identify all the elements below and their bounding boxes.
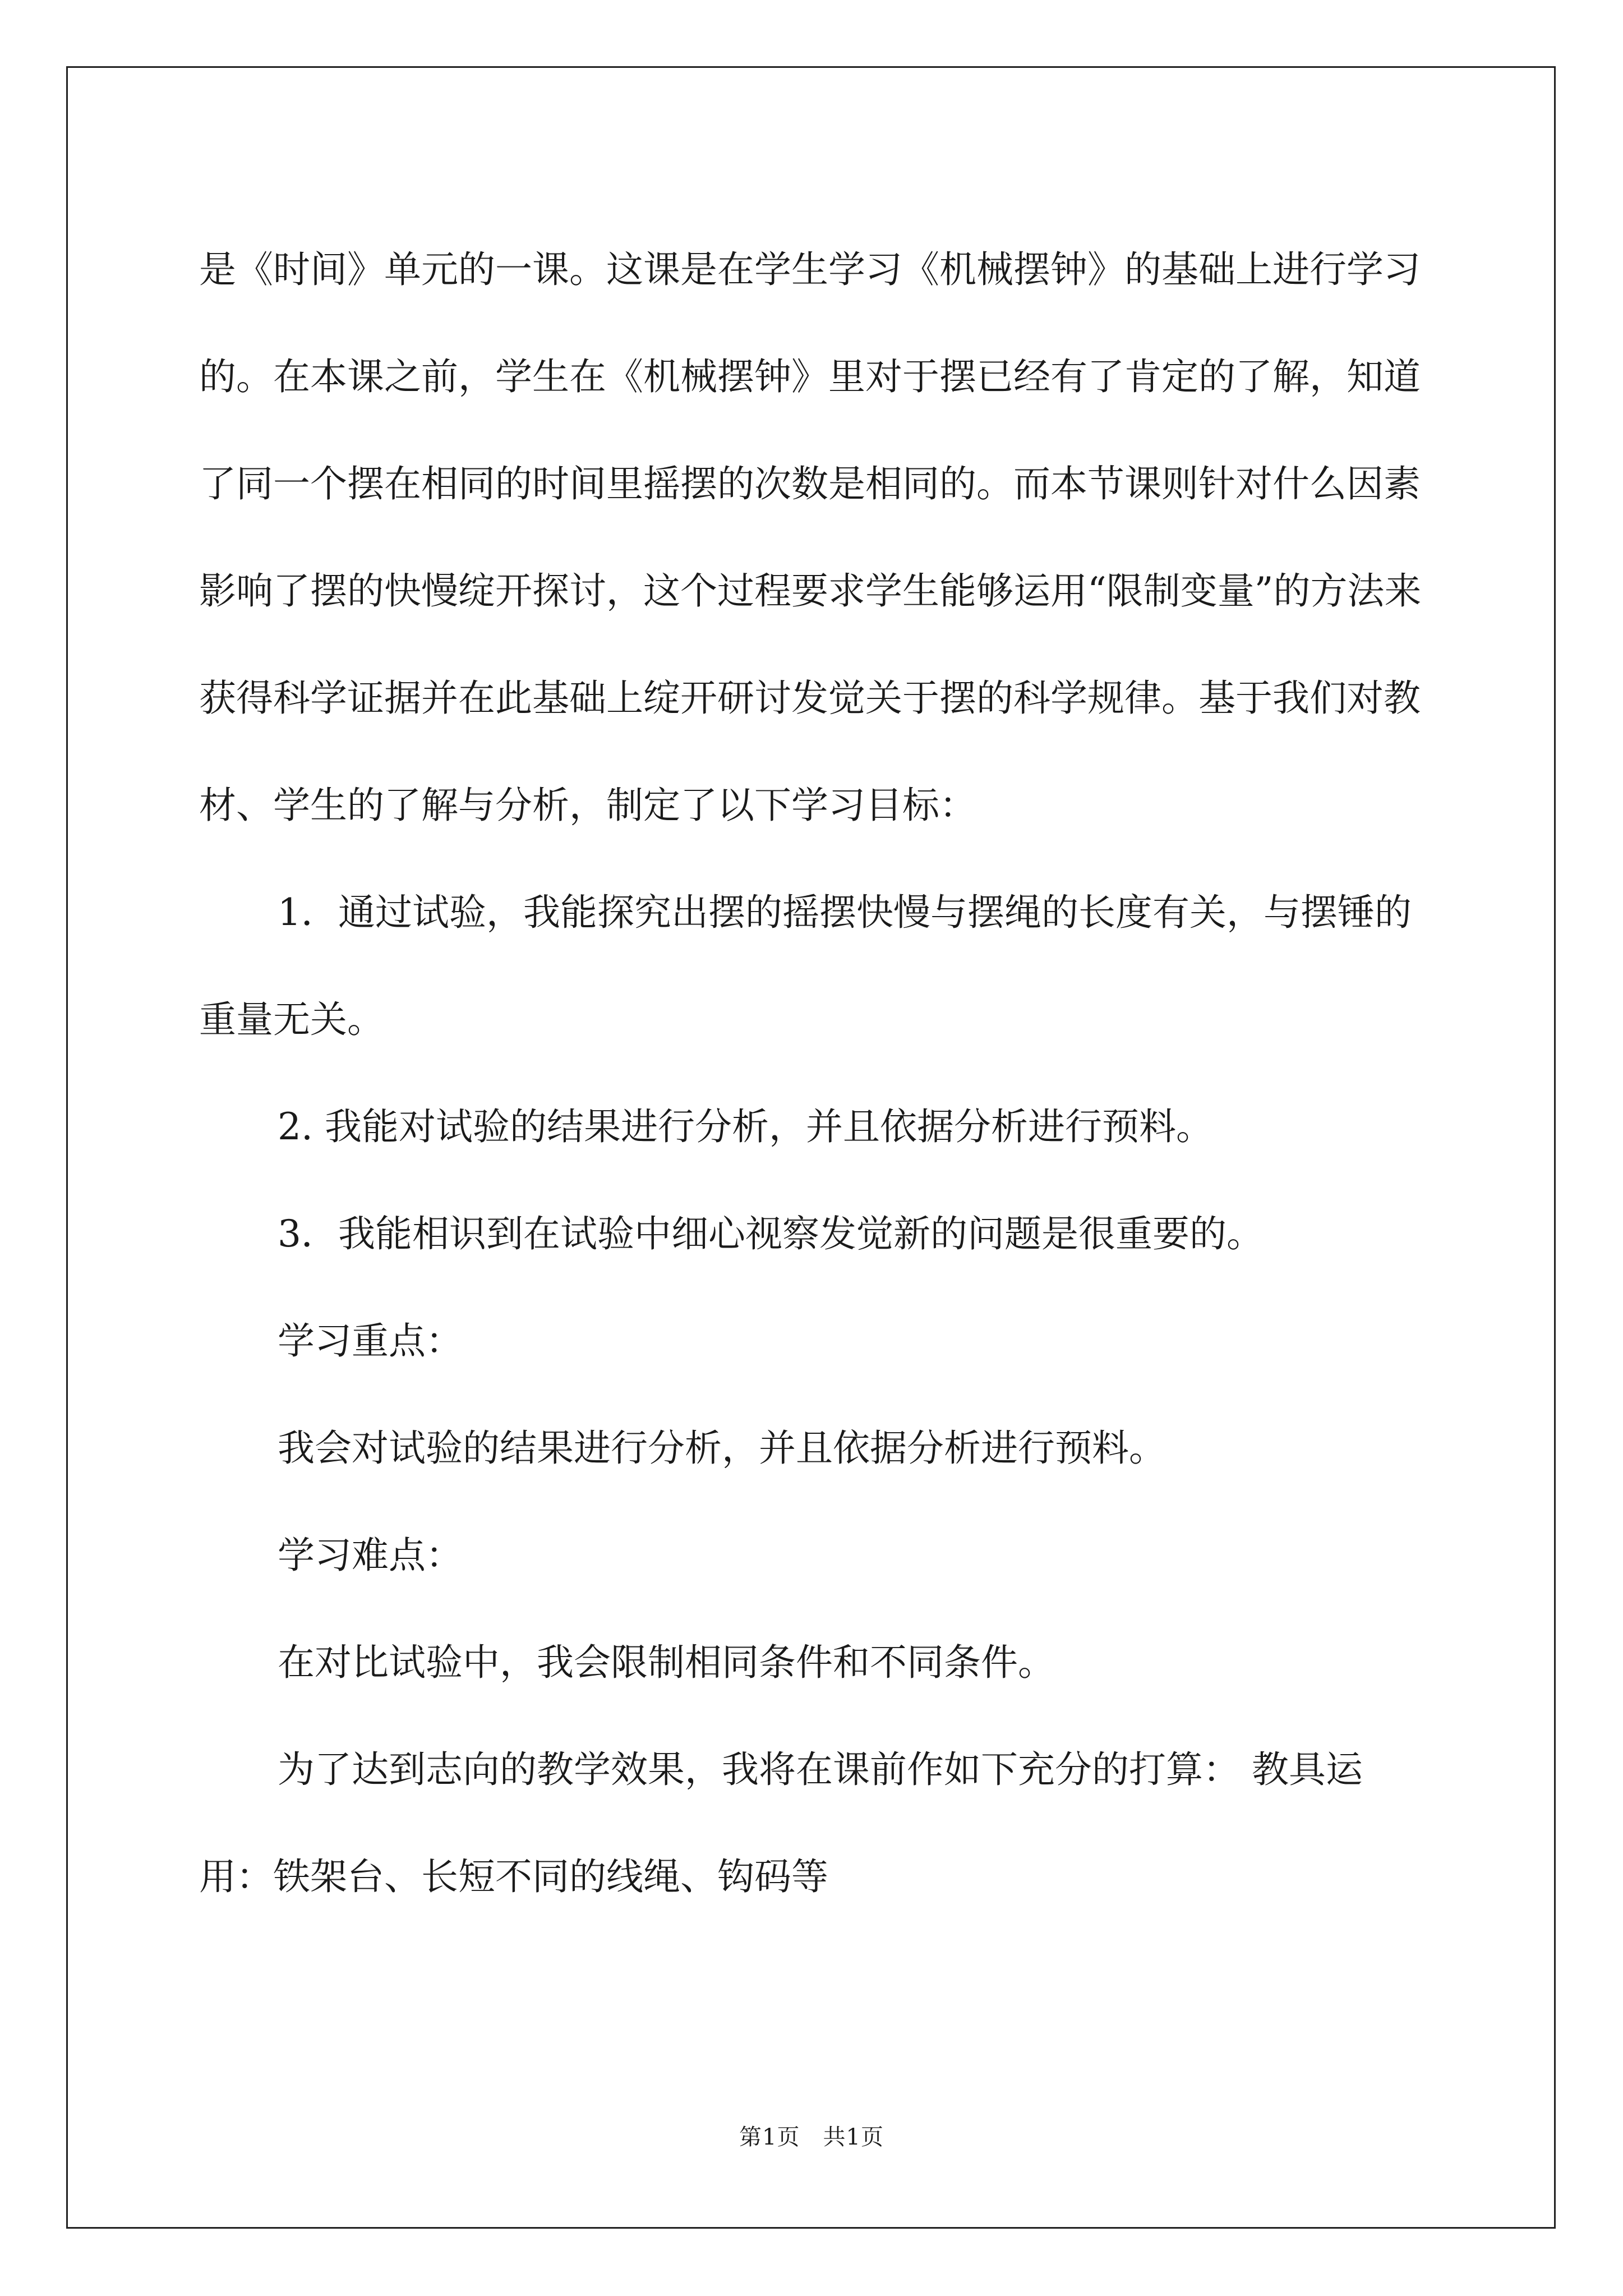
heading-difficulty: 学习难点： [278, 1534, 463, 1577]
paragraph-key-point: 我会对试验的结果进行分析，并且依据分析进行预料。 [278, 1427, 1166, 1470]
page-number-footer: 第1页 共1页 [739, 2124, 884, 2150]
heading-key-point: 学习重点： [278, 1319, 463, 1363]
paragraph-goal-2: 2. 我能对试验的结果进行分析，并且依据分析进行预料。 [278, 1105, 1213, 1148]
paragraph-goal-1: 1．通过试验，我能探究出摆的摇摆快慢与摆绳的长度有关，与摆锤的重量无关。 [199, 891, 1412, 1041]
document-body [199, 216, 1424, 1930]
paragraph-preparation: 为了达到志向的教学效果，我将在课前作如下充分的打算： 教具运用：铁架台、长短不同的线绳、钩码等 [199, 1748, 1363, 1898]
paragraph-intro: 是《时间》单元的一课。这课是在学生学习《机械摆钟》的基础上进行学习的。在本课之前，学生在《机械摆钟》里对于摆已经有了肯定的了解，知道了同一个摆在相同的时间里摇摆的次数是相同的。而本节课则针对什么因素影响了摆的快慢绽开探讨，这个过程要求学生能够运用“限制变量”的方法来获得科学证据并在此基础上绽开研讨发觉关于摆的科学规律。基于我们对教材、学生的了解与分析，制定了以下学习目标： [199, 248, 1422, 827]
paragraph-difficulty: 在对比试验中，我会限制相同条件和不同条件。 [278, 1641, 1055, 1684]
paragraph-goal-3: 3．我能相识到在试验中细心视察发觉新的问题是很重要的。 [278, 1212, 1264, 1255]
